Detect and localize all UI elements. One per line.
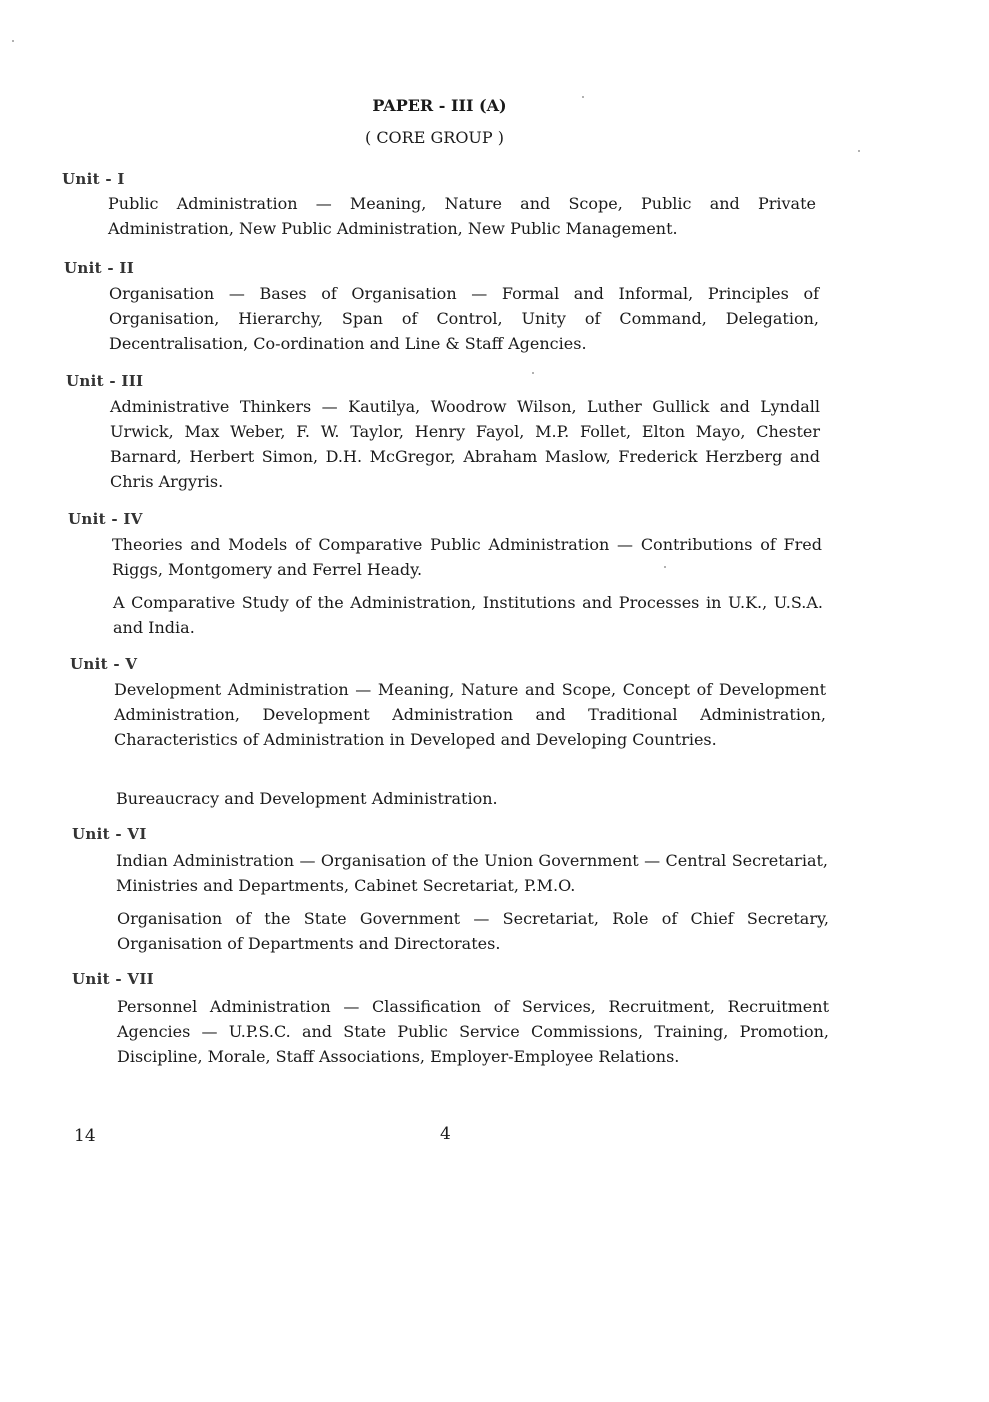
footer-left-number: 14 bbox=[74, 1126, 96, 1146]
unit-heading: Unit - VII bbox=[72, 970, 154, 988]
scan-speck bbox=[582, 96, 584, 98]
unit-paragraph: A Comparative Study of the Administration, Institutions and Processes in U.K., U.S.A. and India. bbox=[113, 593, 823, 637]
unit-paragraph: Development Administration — Meaning, Nature and Scope, Concept of Development Administration, Development Administration and Traditional Administration, Characteristics of Administration in Developed and Developing Countries. bbox=[114, 680, 826, 749]
scan-speck bbox=[12, 40, 14, 42]
scan-speck bbox=[664, 566, 666, 568]
unit-heading: Unit - II bbox=[64, 259, 135, 277]
page-number: 4 bbox=[440, 1124, 451, 1144]
unit-paragraph: Indian Administration — Organisation of the Union Government — Central Secretariat, Ministries and Departments, Cabinet Secretariat, P.M.O. bbox=[116, 851, 828, 895]
unit-heading: Unit - VI bbox=[72, 825, 147, 843]
unit-paragraph: Public Administration — Meaning, Nature and Scope, Public and Private Administration, New Public Administration, New Public Management. bbox=[108, 194, 816, 238]
unit-heading: Unit - IV bbox=[68, 510, 143, 528]
unit-heading: Unit - III bbox=[66, 372, 144, 390]
paper-title: PAPER - III (A) bbox=[372, 96, 507, 115]
unit-heading: Unit - V bbox=[70, 655, 138, 673]
unit-paragraph: Bureaucracy and Development Administration. bbox=[116, 789, 498, 808]
scan-speck bbox=[858, 150, 860, 152]
unit-paragraph: Personnel Administration — Classification of Services, Recruitment, Recruitment Agencies — U.P.S.C. and State Public Service Commissions, Training, Promotion, Discipline, Morale, Staff Associations, Employer-Employee Relations. bbox=[117, 997, 829, 1066]
unit-paragraph: Administrative Thinkers — Kautilya, Woodrow Wilson, Luther Gullick and Lyndall Urwick, Max Weber, F. W. Taylor, Henry Fayol, M.P. Follet, Elton Mayo, Chester Barnard, Herbert Simon, D.H. McGregor, Abraham Maslow, Frederick Herzberg and Chris Argyris. bbox=[110, 397, 820, 491]
unit-heading: Unit - I bbox=[62, 170, 125, 188]
unit-paragraph: Theories and Models of Comparative Public Administration — Contributions of Fred Riggs, Montgomery and Ferrel Heady. bbox=[112, 535, 822, 579]
paper-subtitle: ( CORE GROUP ) bbox=[364, 128, 505, 147]
unit-paragraph: Organisation of the State Government — Secretariat, Role of Chief Secretary, Organisation of Departments and Directorates. bbox=[117, 909, 829, 953]
scan-speck bbox=[532, 372, 534, 374]
unit-paragraph: Organisation — Bases of Organisation — Formal and Informal, Principles of Organisation, Hierarchy, Span of Control, Unity of Command, Delegation, Decentralisation, Co-ordination and Line & Staff Agencies. bbox=[109, 284, 819, 353]
